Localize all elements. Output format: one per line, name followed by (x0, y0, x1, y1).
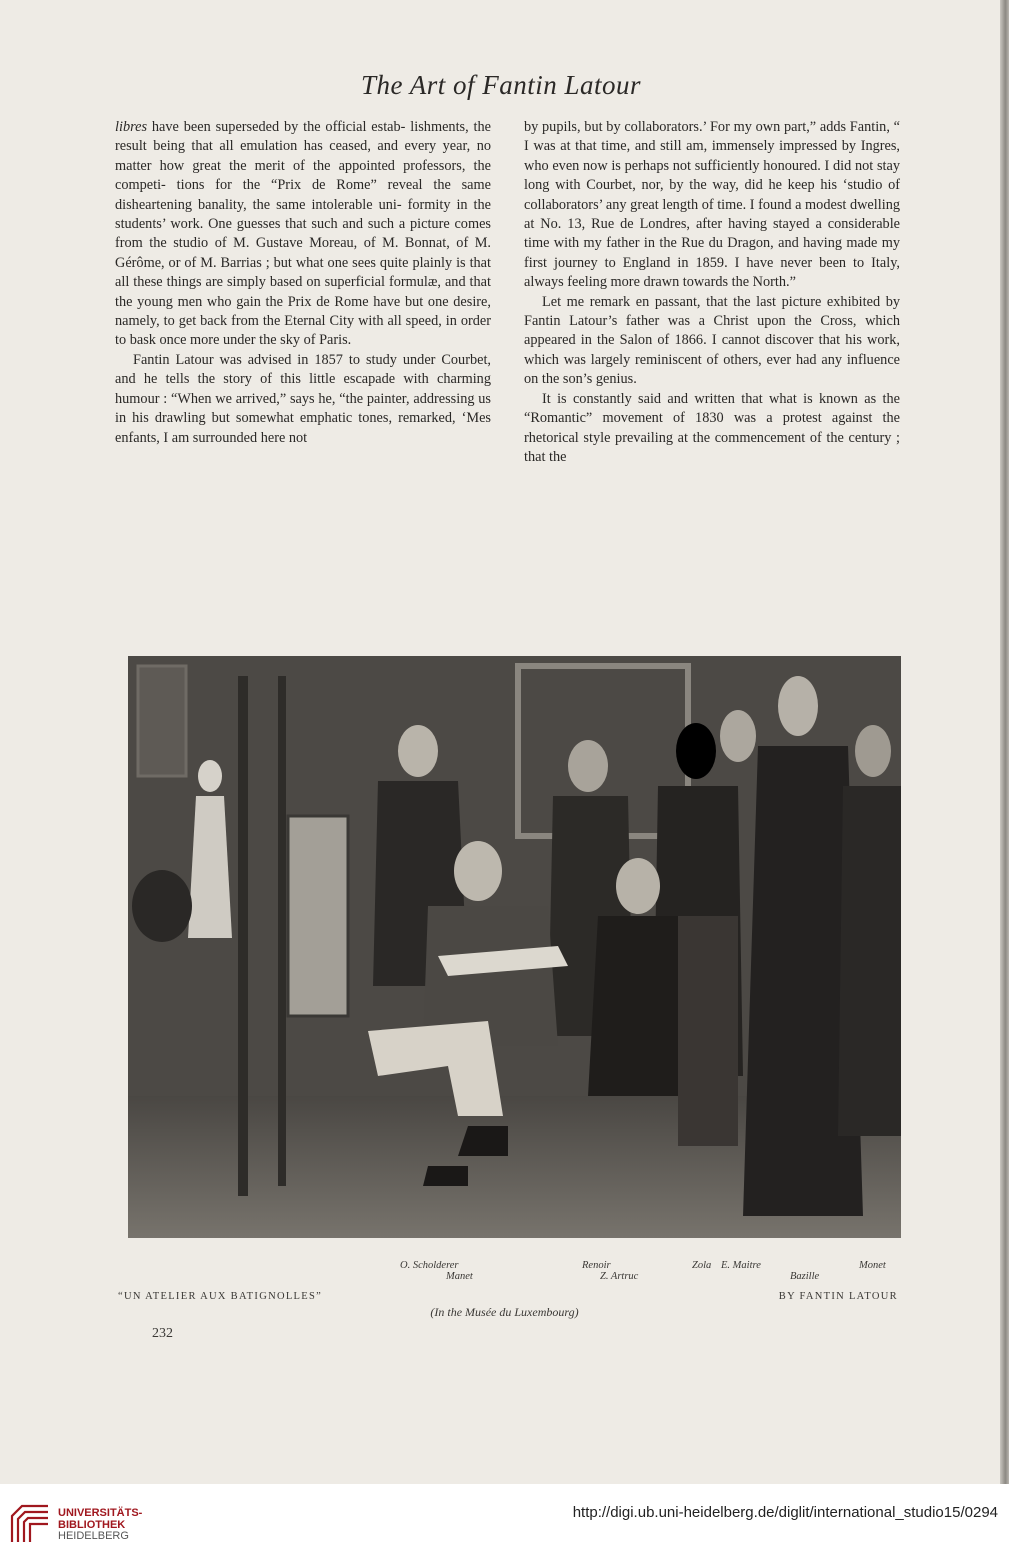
library-logo-icon (8, 1502, 52, 1546)
text-line: am, immensely impressed by Ingres, who even (524, 138, 900, 174)
italic-word: libres (115, 119, 148, 135)
text-line: at the commencement of the century ; that the (524, 429, 900, 465)
text-line: desire, namely, to get back from the Eternal City (115, 293, 491, 330)
text-line: have been superseded by the official estab- (151, 119, 406, 135)
text-line: No. 13, Rue de Londres, after having stayed a (540, 216, 822, 233)
text-line: arrived,” says he, “the painter, addressing us (235, 390, 491, 407)
text-line: formity in the students’ work. One guesses that (115, 196, 492, 233)
caption-name: O. Scholderer (400, 1260, 459, 1271)
text-line: little escapade with charming humour : “When we (115, 371, 491, 407)
caption-artist: BY FANTIN LATOUR (778, 1291, 898, 1302)
text-line: of M. Gustave Moreau, of M. Bonnat, of (214, 235, 469, 252)
text-line: Dragon, and having made my first journey to (524, 235, 900, 271)
paragraph (524, 293, 900, 390)
text-line: such and such a picture comes from the studio (115, 216, 491, 252)
text-line: disheartening banality, the same intolerable uni- (115, 196, 402, 213)
painting-image (128, 656, 901, 1238)
caption-name: Manet (446, 1271, 473, 1282)
text-line: ceased, and every year, no matter how great the (115, 138, 492, 174)
text-line: part,” adds Fantin, “ I was at that time, and still (524, 119, 900, 155)
text-line: sees quite plainly is that all these things are simply (115, 254, 492, 291)
library-name (58, 1508, 142, 1543)
text-line: It is constantly said and written that what is (542, 390, 813, 407)
paragraph (115, 118, 491, 351)
paragraph (115, 351, 491, 448)
page-edge (1000, 0, 1009, 1484)
running-head: The Art of Fantin Latour (360, 70, 642, 100)
text-line: 1866. I cannot discover that his work, which was (524, 332, 901, 368)
caption-name: Monet (859, 1260, 886, 1271)
text-line: not stay long with Courbet, nor, by the way, did (524, 157, 900, 194)
text-line: length of time. I found a modest dwelling at (524, 196, 900, 233)
caption-location: (In the Musée du Luxembourg) (430, 1305, 579, 1319)
text-line: always feeling more drawn towards the North.” (524, 274, 796, 291)
caption-name: Z. Artruc (600, 1271, 639, 1282)
text-line: with all speed, in order to bask once more under (115, 313, 491, 349)
caption-name: Renoir (582, 1260, 611, 1271)
text-line: upon the Cross, which appeared in the Salon of (524, 313, 901, 349)
source-url-link[interactable]: http://digi.ub.uni-heidelberg.de/diglit/international_studio15/0294 (572, 1504, 998, 1521)
text-line: Fantin Latour was advised in 1857 to study (133, 351, 397, 368)
right-column (524, 118, 900, 467)
text-line: under Courbet, and he tells the story of this (115, 351, 491, 388)
text-line: merit of the appointed professors, the competi- (115, 157, 491, 194)
page-number: 232 (152, 1326, 173, 1341)
caption-name: E. Maitre (721, 1260, 761, 1271)
paragraph (524, 390, 900, 468)
library-name-line: HEIDELBERG (58, 1530, 129, 1542)
text-line: he keep his ‘studio of collaborators’ any great (524, 177, 900, 213)
digitization-footer (0, 1484, 1009, 1557)
text-line: remarked, ‘Mes enfants, I am surrounded here not (115, 410, 491, 446)
text-line: was a protest against the rhetorical style prevailing (524, 410, 900, 446)
text-line: considerable time with my father in the Rue du (524, 216, 901, 252)
text-line: lishments, the result being that all emulation has (115, 119, 491, 155)
text-line: England in 1859. I have never been to Italy, (622, 254, 900, 271)
text-line: the sky of Paris. (259, 332, 352, 349)
text-line: now is perhaps not sufficiently honoured. I did (583, 157, 852, 174)
caption-name: Bazille (790, 1271, 820, 1282)
text-line: on the son’s genius. (524, 371, 637, 388)
paragraph (524, 118, 900, 293)
text-line: men who gain the Prix de Rome have but one (177, 293, 449, 310)
text-line: exhibited by Fantin Latour’s father was a Christ (524, 293, 901, 330)
text-line: Let me remark en passant, that the last picture (542, 293, 822, 310)
text-line: by pupils, but by collaborators.’ For my own (524, 119, 781, 135)
left-column (115, 118, 491, 448)
text-line: known as the “Romantic” movement of 1830 (524, 390, 901, 427)
library-name-line: BIBLIOTHEK (58, 1518, 126, 1531)
text-line: based on superficial formulæ, and that the young (115, 274, 491, 310)
text-line: tions for the “Prix de Rome” reveal the same (176, 177, 491, 194)
caption-name: Zola (692, 1260, 712, 1271)
text-line: in his drawling but somewhat emphatic tones, (115, 410, 393, 427)
text-line: largely reminiscent of others, ever had any influence (590, 351, 901, 368)
text-line: M. Gérôme, or of M. Barrias ; but what one (115, 235, 492, 271)
library-name-line: UNIVERSITÄTS- (58, 1507, 143, 1519)
caption-title: “UN ATELIER AUX BATIGNOLLES” (118, 1291, 323, 1302)
painting-illustration (128, 656, 901, 1238)
